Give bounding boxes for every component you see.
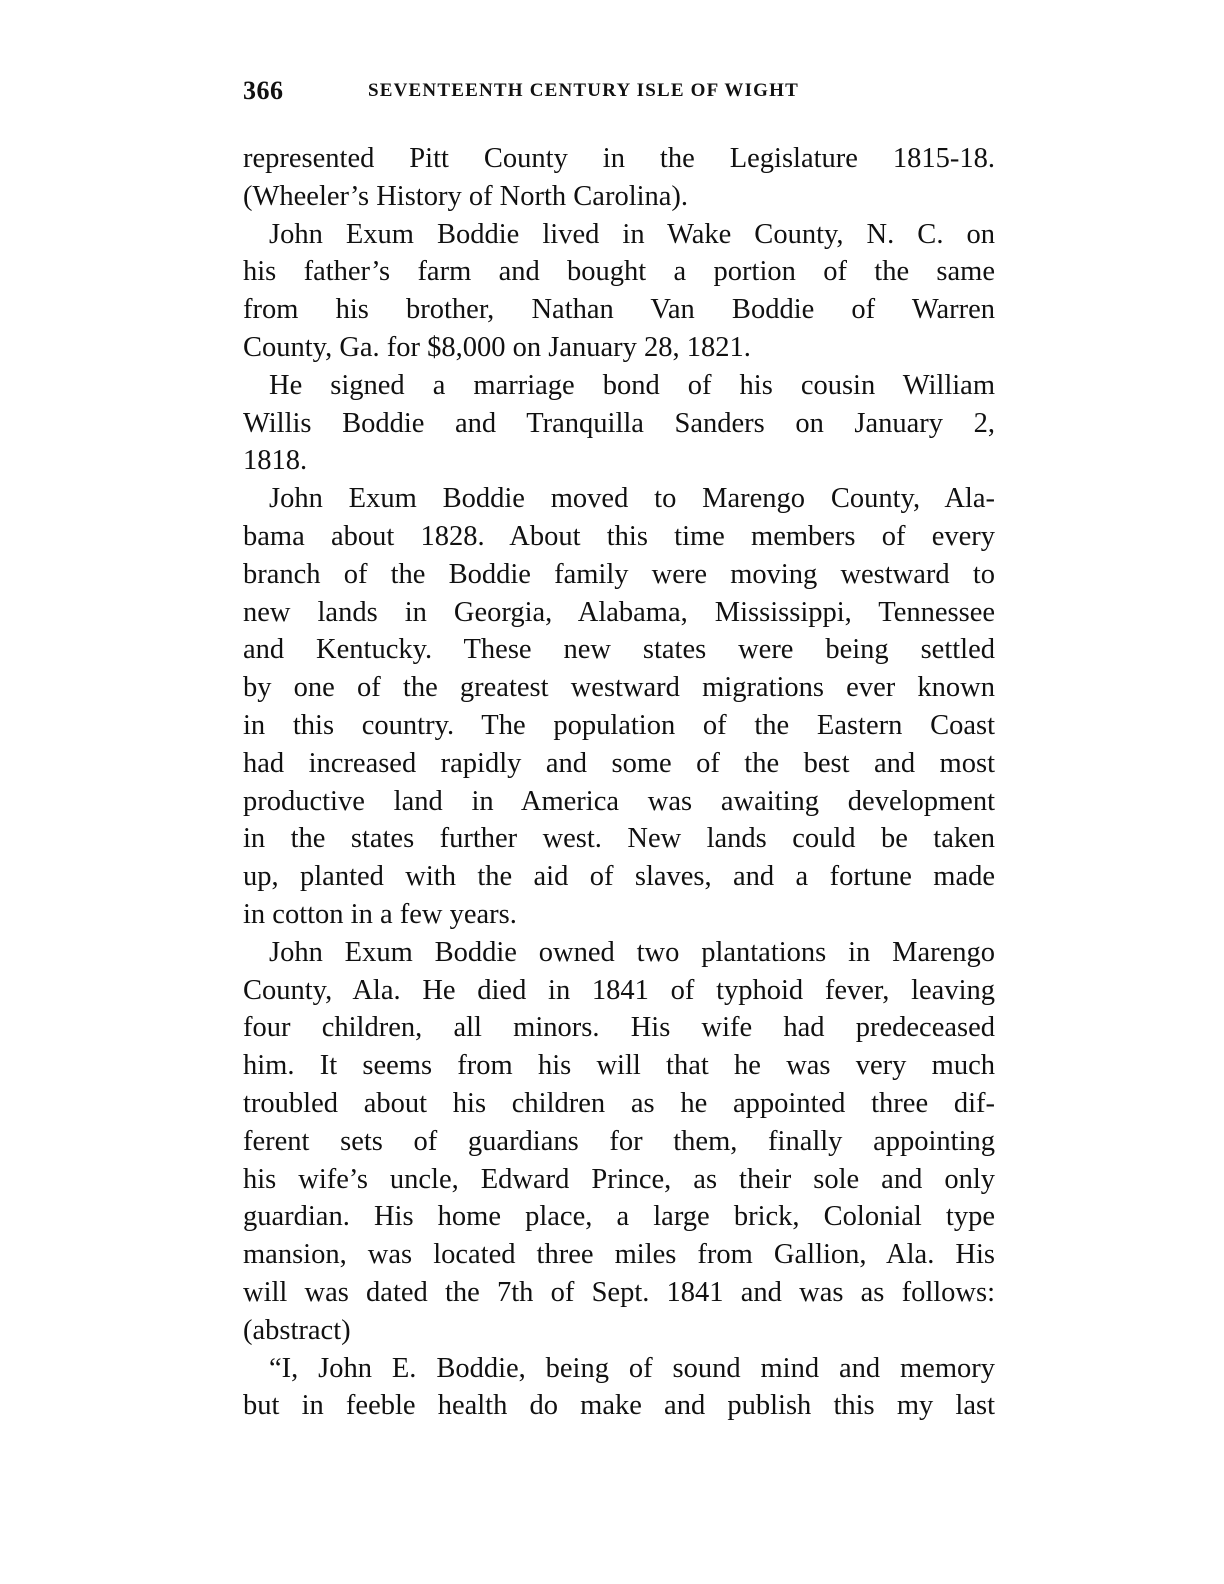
text-line: up, planted with the aid of slaves, and a fortune made (243, 861, 995, 893)
text-line: new lands in Georgia, Alabama, Mississippi, Tennessee (243, 596, 995, 628)
text-line: Willis Boddie and Tranquilla Sanders on January 2, (243, 407, 995, 439)
running-head (243, 76, 1003, 108)
text-line: had increased rapidly and some of the best and most (243, 747, 995, 779)
paragraph-first-line: John Exum Boddie owned two plantations in Marengo (269, 936, 995, 968)
text-line: represented Pitt County in the Legislature 1815-18. (243, 143, 995, 174)
text-line: ferent sets of guardians for them, finally appointing (243, 1125, 995, 1157)
text-line: County, Ala. He died in 1841 of typhoid fever, leaving (243, 974, 995, 1006)
text-line: in this country. The population of the Eastern Coast (243, 709, 995, 741)
text-line: bama about 1828. About this time members of every (243, 520, 995, 552)
paragraph-first-line: He signed a marriage bond of his cousin William (269, 369, 995, 401)
paragraph-first-line: “I, John E. Boddie, being of sound mind and memory (269, 1352, 995, 1384)
text-line: but in feeble health do make and publish this my last (243, 1390, 995, 1422)
page-number: 366 (243, 76, 284, 105)
paragraph-first-line: John Exum Boddie moved to Marengo County, Ala- (269, 483, 995, 515)
text-line: and Kentucky. These new states were being settled (243, 634, 995, 666)
text-line: (Wheeler’s History of North Carolina). (243, 180, 689, 212)
text-line: (abstract) (243, 1314, 351, 1346)
text-line: his father’s farm and bought a portion of the same (243, 256, 995, 288)
text-line: from his brother, Nathan Van Boddie of Warren (243, 294, 995, 326)
text-line: in cotton in a few years. (243, 898, 517, 930)
text-line: County, Ga. for $8,000 on January 28, 1821. (243, 331, 751, 363)
text-line: troubled about his children as he appointed three dif- (243, 1087, 995, 1119)
text-line: branch of the Boddie family were moving westward to (243, 558, 995, 590)
text-line: by one of the greatest westward migrations ever known (243, 672, 995, 704)
text-line: will was dated the 7th of Sept. 1841 and was as follows: (243, 1276, 995, 1308)
text-line: guardian. His home place, a large brick, Colonial type (243, 1201, 995, 1233)
body-text (243, 140, 995, 1425)
running-title: SEVENTEENTH CENTURY ISLE OF WIGHT (368, 80, 799, 101)
text-line: 1818. (243, 445, 308, 477)
paragraph-first-line: John Exum Boddie lived in Wake County, N. C. on (269, 218, 995, 250)
text-line: four children, all minors. His wife had predeceased (243, 1012, 995, 1044)
text-line: productive land in America was awaiting development (243, 785, 995, 817)
text-line: in the states further west. New lands could be taken (243, 823, 995, 855)
text-line: him. It seems from his will that he was very much (243, 1050, 995, 1082)
text-line: mansion, was located three miles from Gallion, Ala. His (243, 1239, 995, 1271)
text-line: his wife’s uncle, Edward Prince, as their sole and only (243, 1163, 995, 1195)
